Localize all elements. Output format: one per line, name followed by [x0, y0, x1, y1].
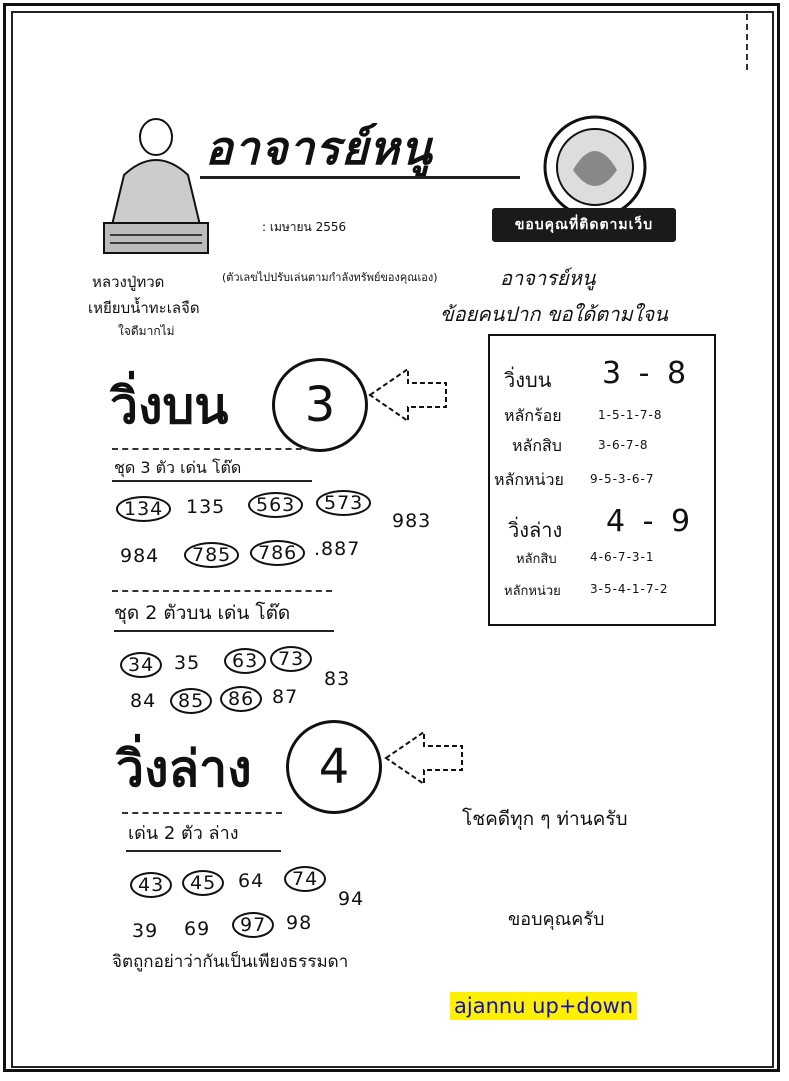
box-tens-label: หลักสิบ [512, 436, 562, 455]
monk-caption-3: ใจดีมากไม่ [118, 324, 175, 338]
number-item: 84 [130, 690, 157, 712]
number-item: 785 [184, 542, 239, 568]
right-summary-box [488, 334, 716, 626]
number-item: 34 [120, 652, 162, 678]
number-item: 98 [286, 912, 313, 934]
box-hundreds-values: 1-5-1-7-8 [598, 408, 663, 422]
number-item: 87 [272, 686, 299, 708]
number-item: 69 [184, 918, 211, 940]
lower-run-digit: 4 [286, 720, 382, 814]
lower-heading: เด่น 2 ตัว ล่าง [128, 823, 239, 844]
issue-date: : เมษายน 2556 [262, 220, 347, 234]
number-item: 73 [270, 646, 312, 672]
monk-caption-2: เหยียบน้ำทะเลจืด [88, 299, 200, 317]
number-item: 63 [224, 648, 266, 674]
monk-figure-image [100, 115, 212, 257]
number-item: 85 [170, 688, 212, 714]
left-arrow-icon [368, 365, 450, 425]
set3-heading: ชุด 3 ตัว เด่น โต๊ด [114, 458, 242, 477]
number-item: 45 [182, 870, 224, 896]
box-lower-label: วิ่งล่าง [508, 518, 563, 542]
monk-caption-1: หลวงปู่ทวด [92, 273, 165, 291]
number-item: 43 [130, 872, 172, 898]
number-item: 563 [248, 492, 303, 518]
box-lower-tens-values: 4-6-7-3-1 [590, 550, 655, 564]
box-lower-tens-label: หลักสิบ [516, 552, 557, 567]
side-dash-mark [746, 14, 748, 70]
number-item: 74 [284, 866, 326, 892]
seal-emblem-image [535, 112, 655, 222]
source-tag: ajannu up+down [450, 992, 637, 1020]
divider-dashed [122, 812, 282, 814]
disclaimer-note: (ตัวเลขไปปรับเล่นตามกำลังทรัพย์ของคุณเอง) [222, 271, 438, 284]
page-title: อาจารย์หนู [205, 121, 433, 175]
number-item: .887 [314, 538, 361, 560]
box-upper-digits: 3 - 8 [602, 356, 691, 391]
number-item: 97 [232, 912, 274, 938]
number-item: 134 [116, 496, 171, 522]
box-units-values: 9-5-3-6-7 [590, 472, 655, 486]
number-item: 94 [338, 888, 365, 910]
number-item: 39 [132, 920, 159, 942]
number-item: 35 [174, 652, 201, 674]
number-item: 983 [392, 510, 432, 532]
box-units-label: หลักหน่วย [494, 470, 564, 489]
lower-run-label: วิ่งล่าง [116, 739, 252, 798]
number-item: 86 [220, 686, 262, 712]
box-lower-digits: 4 - 9 [606, 504, 695, 539]
number-item: 984 [120, 545, 160, 567]
number-item: 64 [238, 870, 265, 892]
banner-label: ขอบคุณที่ติดตามเว็บ [492, 208, 676, 242]
upper-run-digit: 3 [272, 358, 368, 452]
number-item: 135 [186, 496, 226, 518]
set2-heading: ชุด 2 ตัวบน เด่น โต๊ด [114, 602, 291, 624]
divider-dashed [112, 590, 332, 592]
box-lower-units-label: หลักหน่วย [504, 584, 561, 599]
number-item: 573 [316, 490, 371, 516]
box-upper-label: วิ่งบน [504, 368, 552, 392]
right-subtitle-2: ข้อยคนปาก ขอใด้ตามใจน [440, 302, 668, 326]
left-arrow-icon [384, 728, 466, 788]
number-item: 786 [250, 540, 305, 566]
title-underline [200, 176, 520, 179]
right-subtitle-1: อาจารย์หนู [500, 266, 596, 290]
divider-dashed [112, 448, 312, 450]
thank-you-text: ขอบคุณครับ [508, 909, 605, 930]
box-lower-units-values: 3-5-4-1-7-2 [590, 582, 669, 596]
box-tens-values: 3-6-7-8 [598, 438, 649, 452]
upper-run-label: วิ่งบน [110, 376, 229, 435]
heading-underline [114, 630, 334, 632]
heading-underline [126, 850, 281, 852]
number-item: 83 [324, 668, 351, 690]
good-luck-text: โชคดีทุก ๆ ท่านครับ [462, 808, 628, 830]
heading-underline [112, 480, 312, 482]
box-hundreds-label: หลักร้อย [504, 406, 562, 425]
footer-line: จิตถูกอย่าว่ากันเป็นเพียงธรรมดา [112, 952, 349, 972]
